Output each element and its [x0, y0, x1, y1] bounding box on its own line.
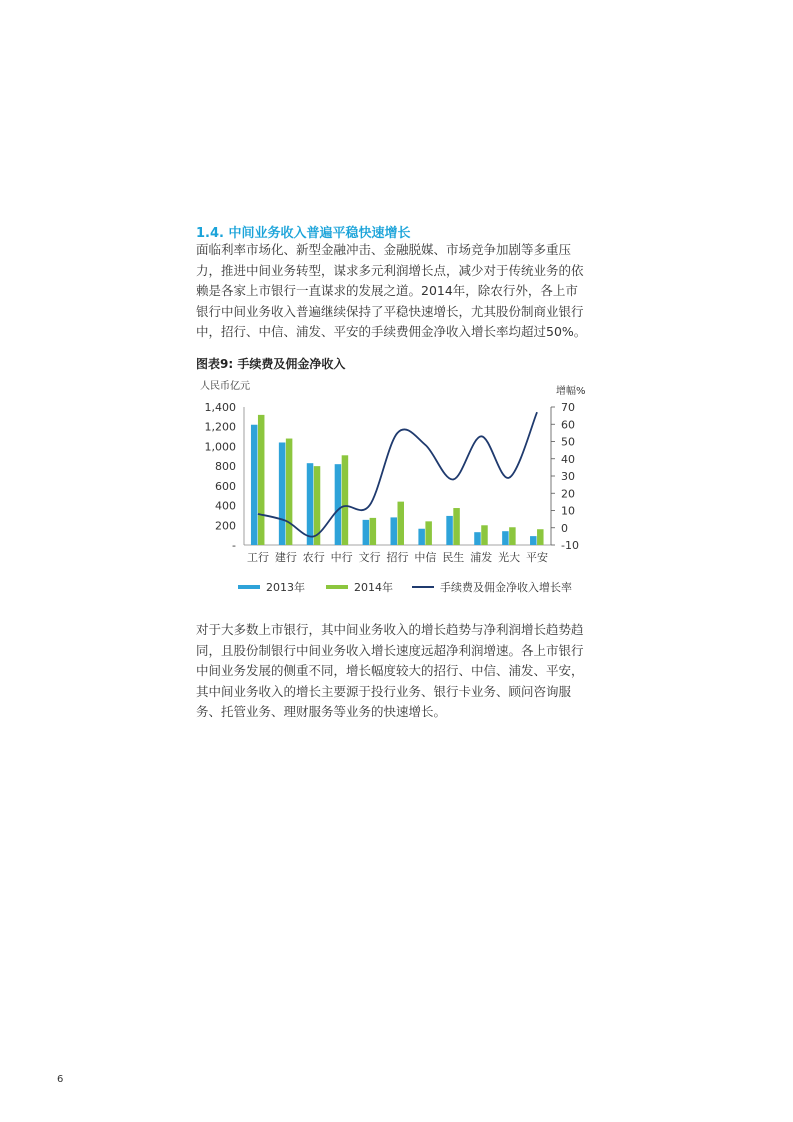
bar-2014: [398, 502, 405, 545]
y-tick-label: 1,200: [204, 420, 236, 434]
y-tick-label: 200: [215, 519, 236, 533]
y-right-tick-label: 0: [561, 521, 568, 535]
paragraph-line: 赖是各家上市银行一直谋求的发展之道。2014年，除农行外，各上市: [196, 283, 578, 298]
paragraph-line: 中间业务发展的侧重不同，增长幅度较大的招行、中信、浦发、平安，: [196, 663, 584, 678]
paragraph-intro: [196, 240, 604, 343]
figure-title: 图表9: 手续费及佣金净收入: [196, 357, 346, 371]
bar-2014: [453, 508, 460, 545]
bar-2013: [446, 516, 453, 545]
x-tick-label: 民生: [442, 551, 465, 564]
paragraph-line: 中，招行、中信、浦发、平安的手续费佣金净收入增长率均超过50%。: [196, 324, 587, 339]
x-tick-label: 平安: [526, 551, 549, 564]
bar-2014: [537, 529, 544, 545]
y-right-tick-label: 20: [561, 487, 575, 501]
paragraph-line: 力，推进中间业务转型，谋求多元利润增长点，减少对于传统业务的依: [196, 262, 584, 278]
bar-2014: [258, 415, 265, 545]
bar-2013: [335, 464, 342, 545]
y-right-tick-label: 70: [561, 401, 575, 414]
legend-label-2014: 2014年: [354, 581, 393, 594]
y-right-tick-label: 10: [561, 504, 575, 518]
x-tick-label: 工行: [246, 551, 269, 564]
bar-2014: [425, 521, 432, 545]
y-axis-right-label: 增幅%: [556, 386, 586, 397]
bar-2013: [502, 531, 509, 545]
section-title: 1.4. 中间业务收入普遍平稳快速增长: [196, 226, 411, 241]
bar-2013: [474, 532, 481, 545]
y-right-tick-label: 40: [561, 452, 575, 466]
x-tick-label: 光大: [498, 551, 521, 564]
paragraph-line: 银行中间业务收入普遍继续保持了平稳快速增长，尤其股份制商业银行: [196, 303, 584, 319]
bar-2013: [363, 520, 370, 545]
y-tick-label: 800: [215, 460, 236, 474]
y-right-tick-label: -10: [561, 539, 579, 552]
y-right-tick-label: 60: [561, 418, 575, 432]
y-tick-label: -: [232, 539, 236, 552]
bar-2014: [481, 525, 488, 545]
bar-2014: [342, 455, 349, 545]
x-tick-label: 建行: [274, 551, 297, 564]
y-tick-label: 600: [215, 479, 236, 493]
x-tick-label: 招行: [386, 551, 409, 564]
bar-2013: [251, 425, 257, 545]
x-tick-label: 文行: [358, 551, 381, 564]
y-tick-label: 1,400: [204, 401, 236, 414]
bar-2013: [279, 442, 286, 545]
x-tick-label: 中行: [330, 551, 353, 564]
paragraph-line: 面临利率市场化、新型金融冲击、金融脱媒、市场竞争加剧等多重压: [196, 242, 572, 257]
paragraph-line: 务、托管业务、理财服务等业务的快速增长。: [196, 704, 447, 719]
x-tick-label: 农行: [302, 551, 325, 564]
fee-income-chart: [196, 374, 616, 606]
paragraph-line: 其中间业务收入的增长主要源于投行业务、银行卡业务、顾问咨询服: [196, 683, 572, 699]
x-tick-label: 浦发: [470, 551, 493, 564]
legend-label-2013: 2013年: [266, 581, 305, 594]
y-tick-label: 1,000: [204, 440, 236, 454]
bar-2014: [370, 518, 377, 545]
paragraph-analysis: [196, 620, 604, 723]
paragraph-line: 同，且股份制银行中间业务收入增长速度远超净利润增速。各上市银行: [196, 642, 584, 658]
bar-2014: [286, 439, 293, 545]
y-axis-label: 人民币亿元: [200, 381, 250, 392]
page-number: 6: [57, 1074, 64, 1085]
bar-2013: [391, 517, 398, 545]
y-right-tick-label: 50: [561, 435, 575, 449]
y-tick-label: 400: [215, 499, 236, 513]
bar-2013: [530, 536, 537, 545]
paragraph-line: 对于大多数上市银行，其中间业务收入的增长趋势与净利润增长趋势趋: [196, 622, 584, 637]
bar-2013: [307, 463, 314, 545]
y-right-tick-label: 30: [561, 470, 575, 483]
bar-2013: [418, 529, 425, 545]
bar-2014: [509, 527, 516, 545]
x-tick-label: 中信: [414, 551, 437, 564]
legend-label-growth: 手续费及佣金净收入增长率: [440, 581, 572, 594]
